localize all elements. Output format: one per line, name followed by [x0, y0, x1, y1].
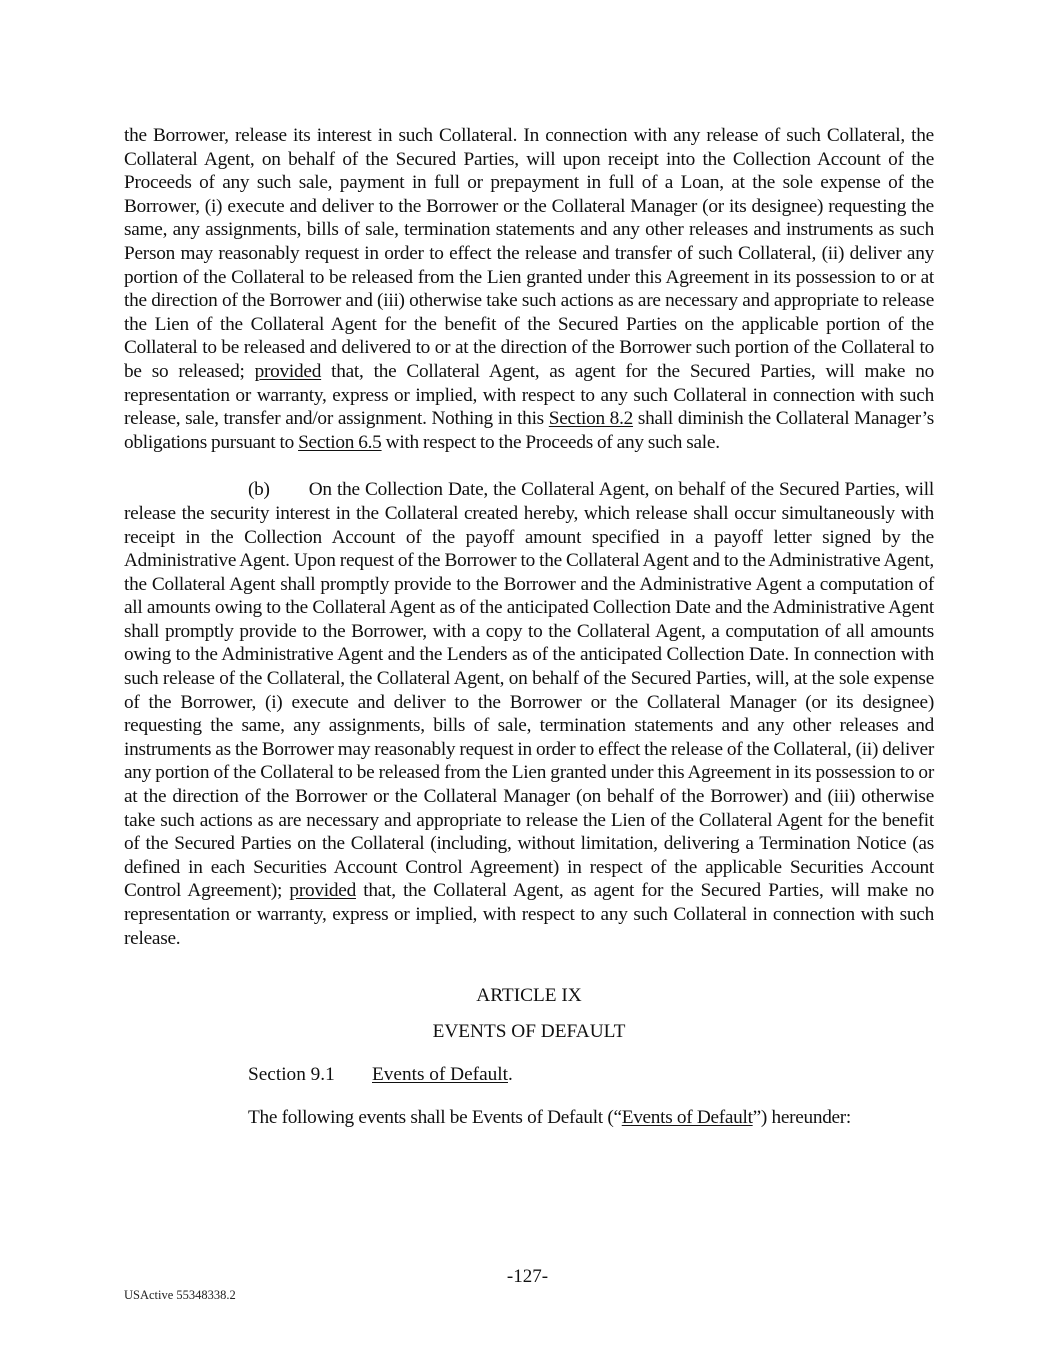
provided-term: provided	[254, 360, 322, 382]
section-title: Events of Default	[372, 1064, 508, 1086]
paragraph-release-of-collateral: the Borrower, release its interest in such Collateral. In connection with any release of such Collateral, the Collateral Agent, on behalf of the Secured Parties, will upon receipt into the Collection Account of the Proceeds of any such sale, payment in full or prepayment in full of a Loan, at the sole expense of the Borrower, (i) execute and deliver to the Borrower or the Collateral Manager (or its designee) requesting the same, any assignments, bills of sale, termination statements and any other releases and instruments as such Person may reasonably request in order to effect the release and transfer of such Collateral, (ii) deliver any portion of the Collateral to be released from the Lien granted under this Agreement in its possession to or at the direction of the Borrower and (iii) otherwise take such actions as are necessary and appropriate to release the Lien of the Collateral Agent for the benefit of the Secured Parties on the applicable portion of the Collateral to be released and delivered to or at the direction of the Borrower such portion of the Collateral to be so released; provided that, the Collateral Agent, as agent for the Secured Parties, will make no representation or warranty, express or implied, with respect to any such Collateral in connection with such release, sale, transfer and/or assignment. Nothing in this Section 8.2 shall diminish the Collateral Manager’s obligations pursuant to Section 6.5 with respect to the Proceeds of any such sale.	[124, 125, 934, 453]
paragraph-b-collection-date: (b) On the Collection Date, the Collateral Agent, on behalf of the Secured Parties, will release the security interest in the Collateral created hereby, which release shall occur simultaneously with receipt in the Collection Account of the payoff amount specified in a payoff letter signed by the Administrative Agent. Upon request of the Borrower to the Collateral Agent and to the Administrative Agent, the Collateral Agent shall promptly provide to the Borrower and the Administrative Agent a computation of all amounts owing to the Collateral Agent as of the anticipated Collection Date and the Administrative Agent shall promptly provide to the Borrower, with a copy to the Collateral Agent, a computation of all amounts owing to the Administrative Agent and the Lenders as of the anticipated Collection Date. In connection with such release of the Collateral, the Collateral Agent, on behalf of the Secured Parties, will, at the sole expense of the Borrower, (i) execute and deliver to the Borrower or the Collateral Manager (or its designee) requesting the same, any assignments, bills of sale, termination statements and any other releases and instruments as the Borrower may reasonably request in order to effect the release of the Collateral, (ii) deliver any portion of the Collateral to be released from the Lien granted under this Agreement in its possession to or at the direction of the Borrower or the Collateral Manager (on behalf of the Borrower) and (iii) otherwise take such actions as are necessary and appropriate to release the Lien of the Collateral Agent for the benefit of the Secured Parties on the Collateral (including, without limitation, delivering a Termination Notice (as defined in each Securities Account Control Agreement) in respect of the applicable Securities Account Control Agreement); provided that, the Collateral Agent, as agent for the Secured Parties, will make no representation or warranty, express or implied, with respect to any such Collateral in connection with such release.	[124, 479, 934, 949]
section-reference-8-2: Section 8.2	[548, 408, 634, 430]
events-of-default-lead-in: The following events shall be Events of Default (“Events of Default”) hereunder:	[248, 1106, 851, 1128]
defined-term: Events of Default	[621, 1106, 753, 1128]
section-heading: Section 9.1 Events of Default.	[248, 1064, 513, 1086]
article-title: EVENTS OF DEFAULT	[432, 1020, 626, 1042]
document-id: USActive 55348338.2	[124, 1288, 236, 1302]
section-number: Section 9.1	[248, 1064, 335, 1086]
page-content	[124, 124, 934, 1130]
section-reference-6-5: Section 6.5	[298, 431, 382, 453]
page-number: -127-	[506, 1266, 549, 1287]
provided-term: provided	[289, 880, 356, 902]
subsection-label: (b)	[248, 479, 270, 501]
article-number: ARTICLE IX	[476, 985, 582, 1007]
